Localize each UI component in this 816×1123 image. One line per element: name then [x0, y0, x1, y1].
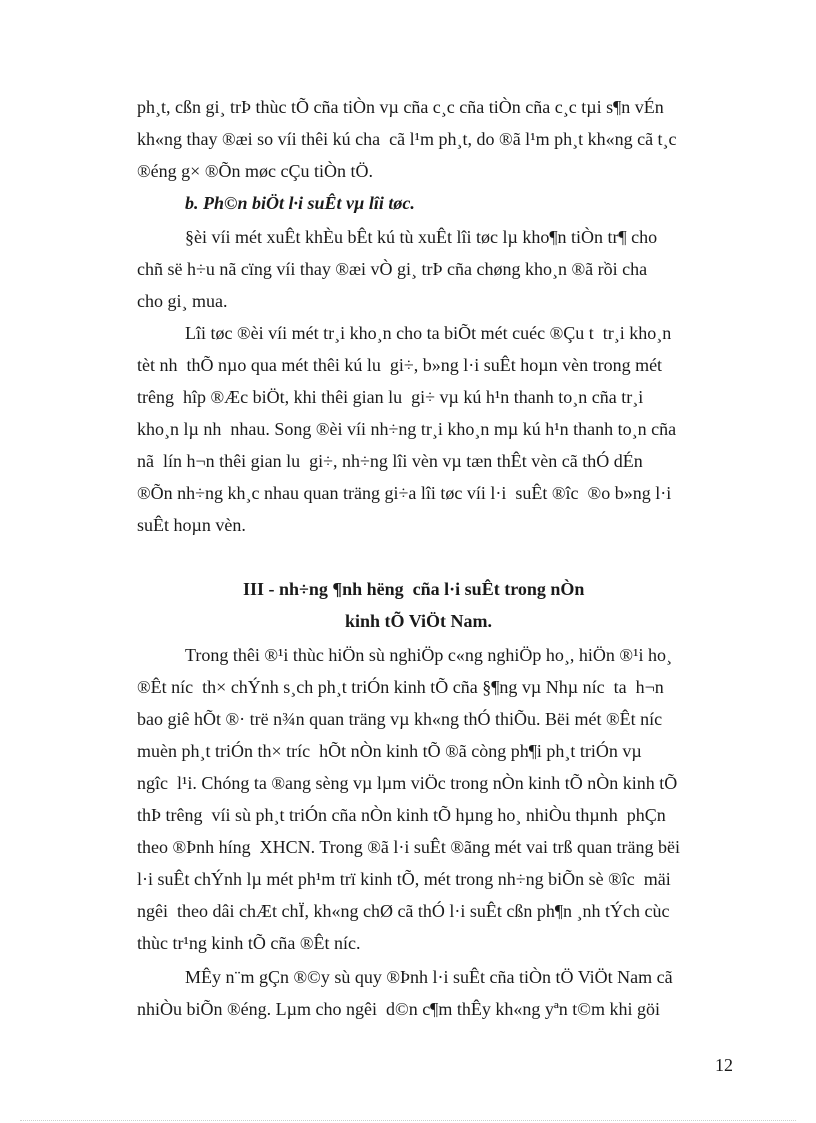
- body-text-line: trêng hîp ®Æc biÖt, khi thêi gian lu gi÷ vµ kú h¹n thanh to¸n cña tr¸i: [137, 387, 644, 407]
- body-text-line: cho gi¸ mua.: [137, 291, 228, 311]
- body-text-line: l·i suÊt chÝnh lµ mét ph¹m trï kinh tÕ, mét trong nh÷ng biÕn sè ®îc mäi: [137, 869, 671, 889]
- body-text-line: kho¸n lµ nh nhau. Song ®èi víi nh÷ng tr¸i kho¸n mµ kú h¹n thanh to¸n cña: [137, 419, 677, 439]
- body-text-line: bao giê hÕt ®· trë n¾n quan träng vµ kh«ng thÓ thiÕu. Bëi mét ®Êt níc: [137, 709, 663, 729]
- page-bottom-divider: [20, 1120, 796, 1121]
- body-text-line: thÞ trêng víi sù ph¸t triÓn cña nÒn kinh tÕ hµng ho¸ nhiÒu thµnh phÇn: [137, 805, 666, 825]
- section-heading-b: b. Ph©n biÖt l·i suÊt vµ lîi tøc.: [185, 193, 415, 213]
- body-text-line: chñ së h÷u nã cïng víi thay ®æi vÒ gi¸ trÞ cña chøng kho¸n ®ã rồi cha: [137, 259, 648, 279]
- body-text-line: nhiÒu biÕn ®éng. Lµm cho ngêi d©n c¶m thÊy kh«ng yªn t©m khi göi: [137, 999, 660, 1019]
- body-text-line: ngîc l¹i. Chóng ta ®ang sèng vµ lµm viÖc trong nÒn kinh tÕ nÒn kinh tÕ: [137, 773, 678, 793]
- body-text-line: §èi víi mét xuÊt khÈu bÊt kú tù xuÊt lîi tøc lµ kho¶n tiÒn tr¶ cho: [185, 227, 658, 247]
- body-text-line: theo ®Þnh híng XHCN. Trong ®ã l·i suÊt ®ãng mét vai trß quan träng bëi: [137, 837, 680, 857]
- body-text-line: ngêi theo dâi chÆt chÏ, kh«ng chØ cã thÓ l·i suÊt cßn ph¶n ¸nh tÝch cùc: [137, 901, 670, 921]
- page-number: 12: [715, 1055, 733, 1075]
- body-text-line: kh«ng thay ®æi so víi thêi kú cha cã l¹m ph¸t, do ®ã l¹m ph¸t kh«ng cã t¸c: [137, 129, 677, 149]
- body-text-line: muèn ph¸t triÓn th× tríc hÕt nÒn kinh tÕ ®ã còng ph¶i ph¸t triÓn vµ: [137, 741, 642, 761]
- section-heading-c: III - nh÷ng ¶nh hëng cña l·i suÊt trong nÒn: [243, 579, 585, 599]
- body-text-line: MÊy n¨m gÇn ®©y sù quy ®Þnh l·i suÊt cña tiÒn tÖ ViÖt Nam cã: [185, 967, 673, 987]
- body-text-line: nã lín h¬n thêi gian lu gi÷, nh÷ng lîi vèn vµ tæn thÊt vèn cã thÓ dÉn: [137, 451, 643, 471]
- body-text-line: Lîi tøc ®èi víi mét tr¸i kho¸n cho ta biÕt mét cuéc ®Çu t tr¸i kho¸n: [185, 323, 672, 343]
- body-text-line: thùc tr¹ng kinh tÕ cña ®Êt níc.: [137, 933, 361, 953]
- body-text-line: tèt nh thÕ nµo qua mét thêi kú lu gi÷, b»ng l·i suÊt hoµn vèn trong mét: [137, 355, 663, 375]
- body-text-line: Trong thêi ®¹i thùc hiÖn sù nghiÖp c«ng nghiÖp ho¸, hiÖn ®¹i ho¸: [185, 645, 672, 665]
- body-text-line: ®éng g× ®Õn møc cÇu tiÒn tÖ.: [137, 161, 373, 181]
- body-text-line: ®Õn nh÷ng kh¸c nhau quan träng gi÷a lîi tøc víi l·i suÊt ®îc ®o b»ng l·i: [137, 483, 672, 503]
- body-text-line: suÊt hoµn vèn.: [137, 515, 246, 535]
- body-text-line: ph¸t, cßn gi¸ trÞ thùc tÕ cña tiÒn vµ cña c¸c cña tiÒn cña c¸c tµi s¶n vÉn: [137, 97, 664, 117]
- body-text-line: ®Êt níc th× chÝnh s¸ch ph¸t triÓn kinh tÕ cña §¶ng vµ Nhµ níc ta h¬n: [137, 677, 664, 697]
- section-heading-c: kinh tÕ ViÖt Nam.: [345, 611, 493, 631]
